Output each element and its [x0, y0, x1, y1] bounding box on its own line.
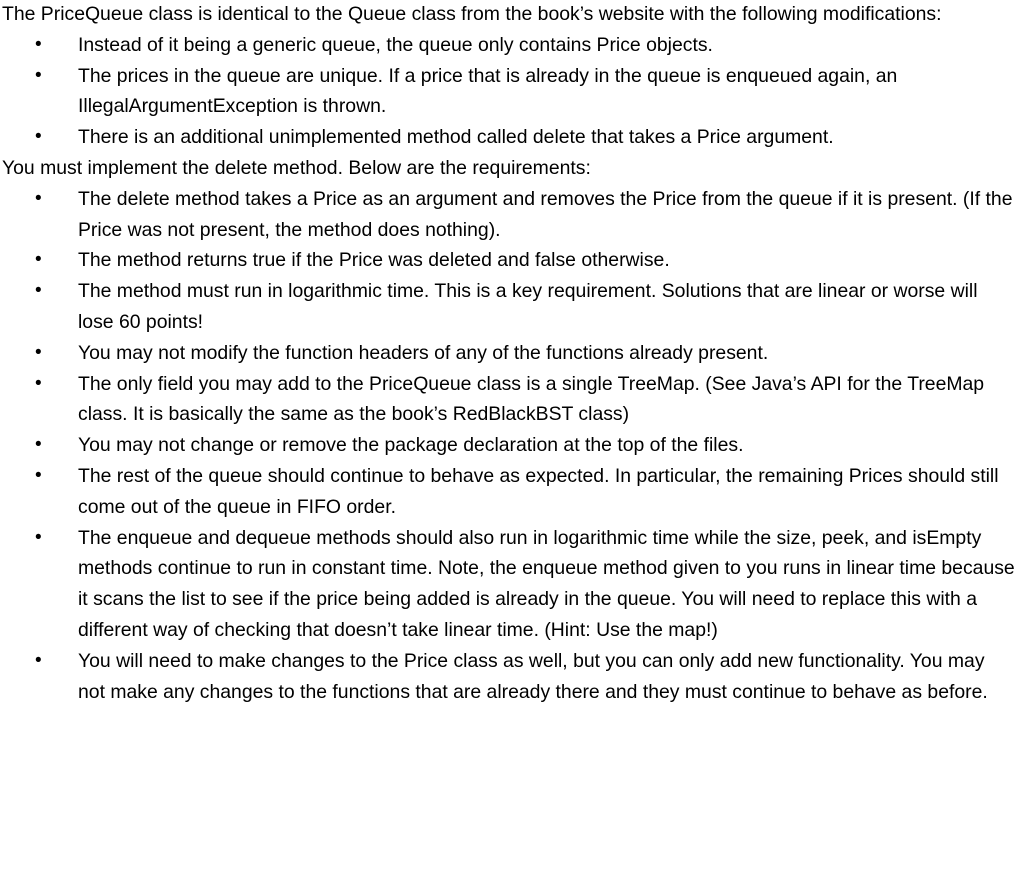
modification-text: There is an additional unimplemented method called delete that takes a Price argument. [78, 126, 834, 149]
requirement-text: The delete method takes a Price as an argument and removes the Price from the queue if it is present. (If the Price was not present, the method does nothing). [78, 187, 1013, 241]
requirement-item [2, 276, 1016, 338]
modification-item [2, 122, 1016, 153]
requirement-item [2, 523, 1016, 646]
bullet-icon: • [35, 464, 42, 486]
modification-item [2, 61, 1016, 123]
modification-text: The prices in the queue are unique. If a price that is already in the queue is enqueued again, an IllegalArgumentException is thrown. [78, 64, 898, 118]
requirements-intro: You must implement the delete method. Below are the requirements: [2, 156, 591, 179]
modifications-list [2, 30, 1016, 153]
requirement-item [2, 461, 1016, 523]
requirement-item [2, 430, 1016, 461]
requirement-text: You will need to make changes to the Price class as well, but you can only add new functionality. You may not make any changes to the functions that are already there and they must continue to behave as before. [78, 649, 988, 703]
bullet-icon: • [35, 434, 42, 456]
requirement-item [2, 184, 1016, 246]
bullet-icon: • [35, 280, 42, 302]
modification-item [2, 30, 1016, 61]
bullet-icon: • [35, 33, 42, 55]
bullet-icon: • [35, 372, 42, 394]
requirement-text: The rest of the queue should continue to behave as expected. In particular, the remaining Prices should still come out of the queue in FIFO order. [78, 464, 999, 518]
requirement-text: The enqueue and dequeue methods should also run in logarithmic time while the size, peek, and isEmpty methods continue to run in constant time. Note, the enqueue method given to you runs in linear time because it scans the list to see if the price being added is already in the queue. You will need to replace this with a different way of checking that doesn’t take linear time. (Hint: Use the map!) [78, 526, 1015, 641]
requirement-item [2, 646, 1016, 708]
requirement-text: You may not change or remove the package declaration at the top of the files. [78, 434, 744, 457]
requirements-list [2, 184, 1016, 708]
requirement-text: The method returns true if the Price was deleted and false otherwise. [78, 249, 670, 272]
requirement-item [2, 338, 1016, 369]
requirement-item [2, 369, 1016, 431]
requirement-text: The only field you may add to the PriceQueue class is a single TreeMap. (See Java’s API for the TreeMap class. It is basically the same as the book’s RedBlackBST class) [78, 372, 985, 426]
bullet-icon: • [35, 249, 42, 271]
bullet-icon: • [35, 126, 42, 148]
bullet-icon: • [35, 64, 42, 86]
intro-paragraph: The PriceQueue class is identical to the Queue class from the book’s website with the following modifications: [2, 3, 942, 25]
bullet-icon: • [35, 187, 42, 209]
requirement-text: You may not modify the function headers of any of the functions already present. [78, 341, 769, 364]
requirement-text: The method must run in logarithmic time. This is a key requirement. Solutions that are linear or worse will lose 60 points! [78, 280, 978, 333]
bullet-icon: • [35, 526, 42, 548]
bullet-icon: • [35, 341, 42, 363]
bullet-icon: • [35, 649, 42, 671]
requirement-item [2, 245, 1016, 276]
modification-text: Instead of it being a generic queue, the queue only contains Price objects. [78, 33, 713, 56]
